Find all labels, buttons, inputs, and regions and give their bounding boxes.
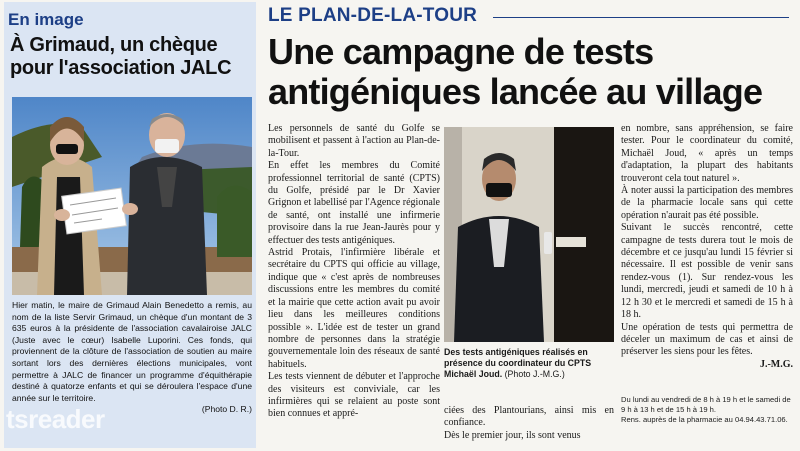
watermark: tsreader	[6, 404, 105, 434]
sidebar-caption-text: Hier matin, le maire de Grimaud Alain Benedetto a remis, au nom de la liste Servir Grimaud, un chèque d'un montant de 3 635 euros à la présidente de l'association cavalairoise JALC (Juste avec le cœur) Isabelle Luporini. Ces fonds, qui proviennent de la clôture de l'association de soutien au maire sortant lors des dernières élections municipales, vont permettre à JALC de financer un programme d'équithérapie destiné à quatorze enfants et qui se déroulera l'espace d'une année sur le territoire.	[12, 300, 252, 403]
kicker-rule	[493, 17, 789, 18]
coordinator-photo-illustration	[444, 127, 614, 342]
schedule-box	[621, 395, 793, 425]
photo-caption-text: Des tests antigéniques réalisés en présence du coordinateur du CPTS Michaël Joud.	[444, 347, 592, 379]
paragraph: Les personnels de santé du Golfe se mobilisent et passent à l'action au Plan-de-la-Tour.	[268, 123, 440, 159]
sidebar-title-line2: pour l'association JALC	[10, 57, 232, 79]
article-photo	[444, 127, 614, 342]
paragraph: À noter aussi la participation des membres de la pharmacie locale sans qui cette opération n'aurait pas été possible.	[621, 185, 793, 221]
sidebar-kicker: En image	[8, 10, 84, 29]
schedule-contact: Rens. auprès de la pharmacie au 04.94.43.71.06.	[621, 415, 788, 424]
paragraph: Dès le premier jour, ils sont venus	[444, 429, 581, 441]
paragraph: Une opération de tests qui permettra de déceler un maximum de cas et ainsi de préserver les siens pour les fêtes.	[621, 321, 793, 358]
sidebar-photo-credit: (Photo D. R.)	[201, 404, 252, 415]
cheque-photo-illustration	[12, 97, 252, 295]
paragraph: en nombre, sans appréhension, se faire tester. Pour le coordinateur du comité, Michaël Joud, « après un temps d'adaptation, la plupart des habitants trouveront cela tout naturel ».	[621, 123, 793, 184]
sidebar-title-line1: À Grimaud, un chèque	[10, 34, 218, 56]
article-kicker: LE PLAN-DE-LA-TOUR	[268, 5, 478, 26]
sidebar-caption	[12, 300, 252, 416]
article-column-1	[268, 123, 440, 421]
paragraph: Suivant le succès rencontré, cette campagne de tests durera tout le mois de décembre et ce jusqu'au lundi 15 février si nécessaire. Il est possible de venir sans rendez-vous (1). Sur rendez-vous les lundi, mercredi, jeudi et samedi de 10 h à 12 h 30 et le mercredi et samedi de 15 h à 18 h.	[621, 222, 793, 321]
article-headline	[268, 32, 793, 112]
article-column-2	[444, 405, 614, 442]
article-column-3	[621, 123, 793, 371]
photo-credit: (Photo J.-M.G.)	[504, 369, 565, 379]
headline-line2: antigéniques lancée au village	[268, 71, 763, 112]
paragraph: ciées des Plantourians, ainsi mis en confiance.	[444, 405, 614, 429]
sidebar-photo	[12, 97, 252, 295]
headline-line1: Une campagne de tests	[268, 31, 654, 72]
sidebar-title	[10, 34, 248, 80]
paragraph: En effet les membres du Comité professionnel territorial de santé (CPTS) du Golfe, présidé par le Dr Xavier Grignon et labellisé par l'Agence régionale de santé, ont installé une infirmerie provisoire dans la rue Jean-Jaurès pour y effectuer des tests antigéniques.	[268, 160, 440, 246]
author-signature: J.-M.G.	[759, 358, 793, 370]
article-photo-caption	[444, 347, 614, 380]
paragraph: Astrid Protais, l'infirmière libérale et secrétaire du CPTS qui officie au village, indique que « c'est après de nombreuses discussions entre les membres du comité et la mairie que cette action avait pu avoir lieu dans les meilleures conditions possible ». L'idée est de tester un grand nombre de personnes dans la stratégie gouvernementale loin des réseaux de santé habituels.	[268, 247, 440, 370]
schedule-hours: Du lundi au vendredi de 8 h à 19 h et le samedi de 9 h à 13 h et de 15 h à 19 h.	[621, 395, 791, 414]
paragraph: Les tests viennent de débuter et l'approche des visiteurs est conviviale, car les infirmières qui se relaient au poste sont bien connues et appré-	[268, 371, 440, 420]
